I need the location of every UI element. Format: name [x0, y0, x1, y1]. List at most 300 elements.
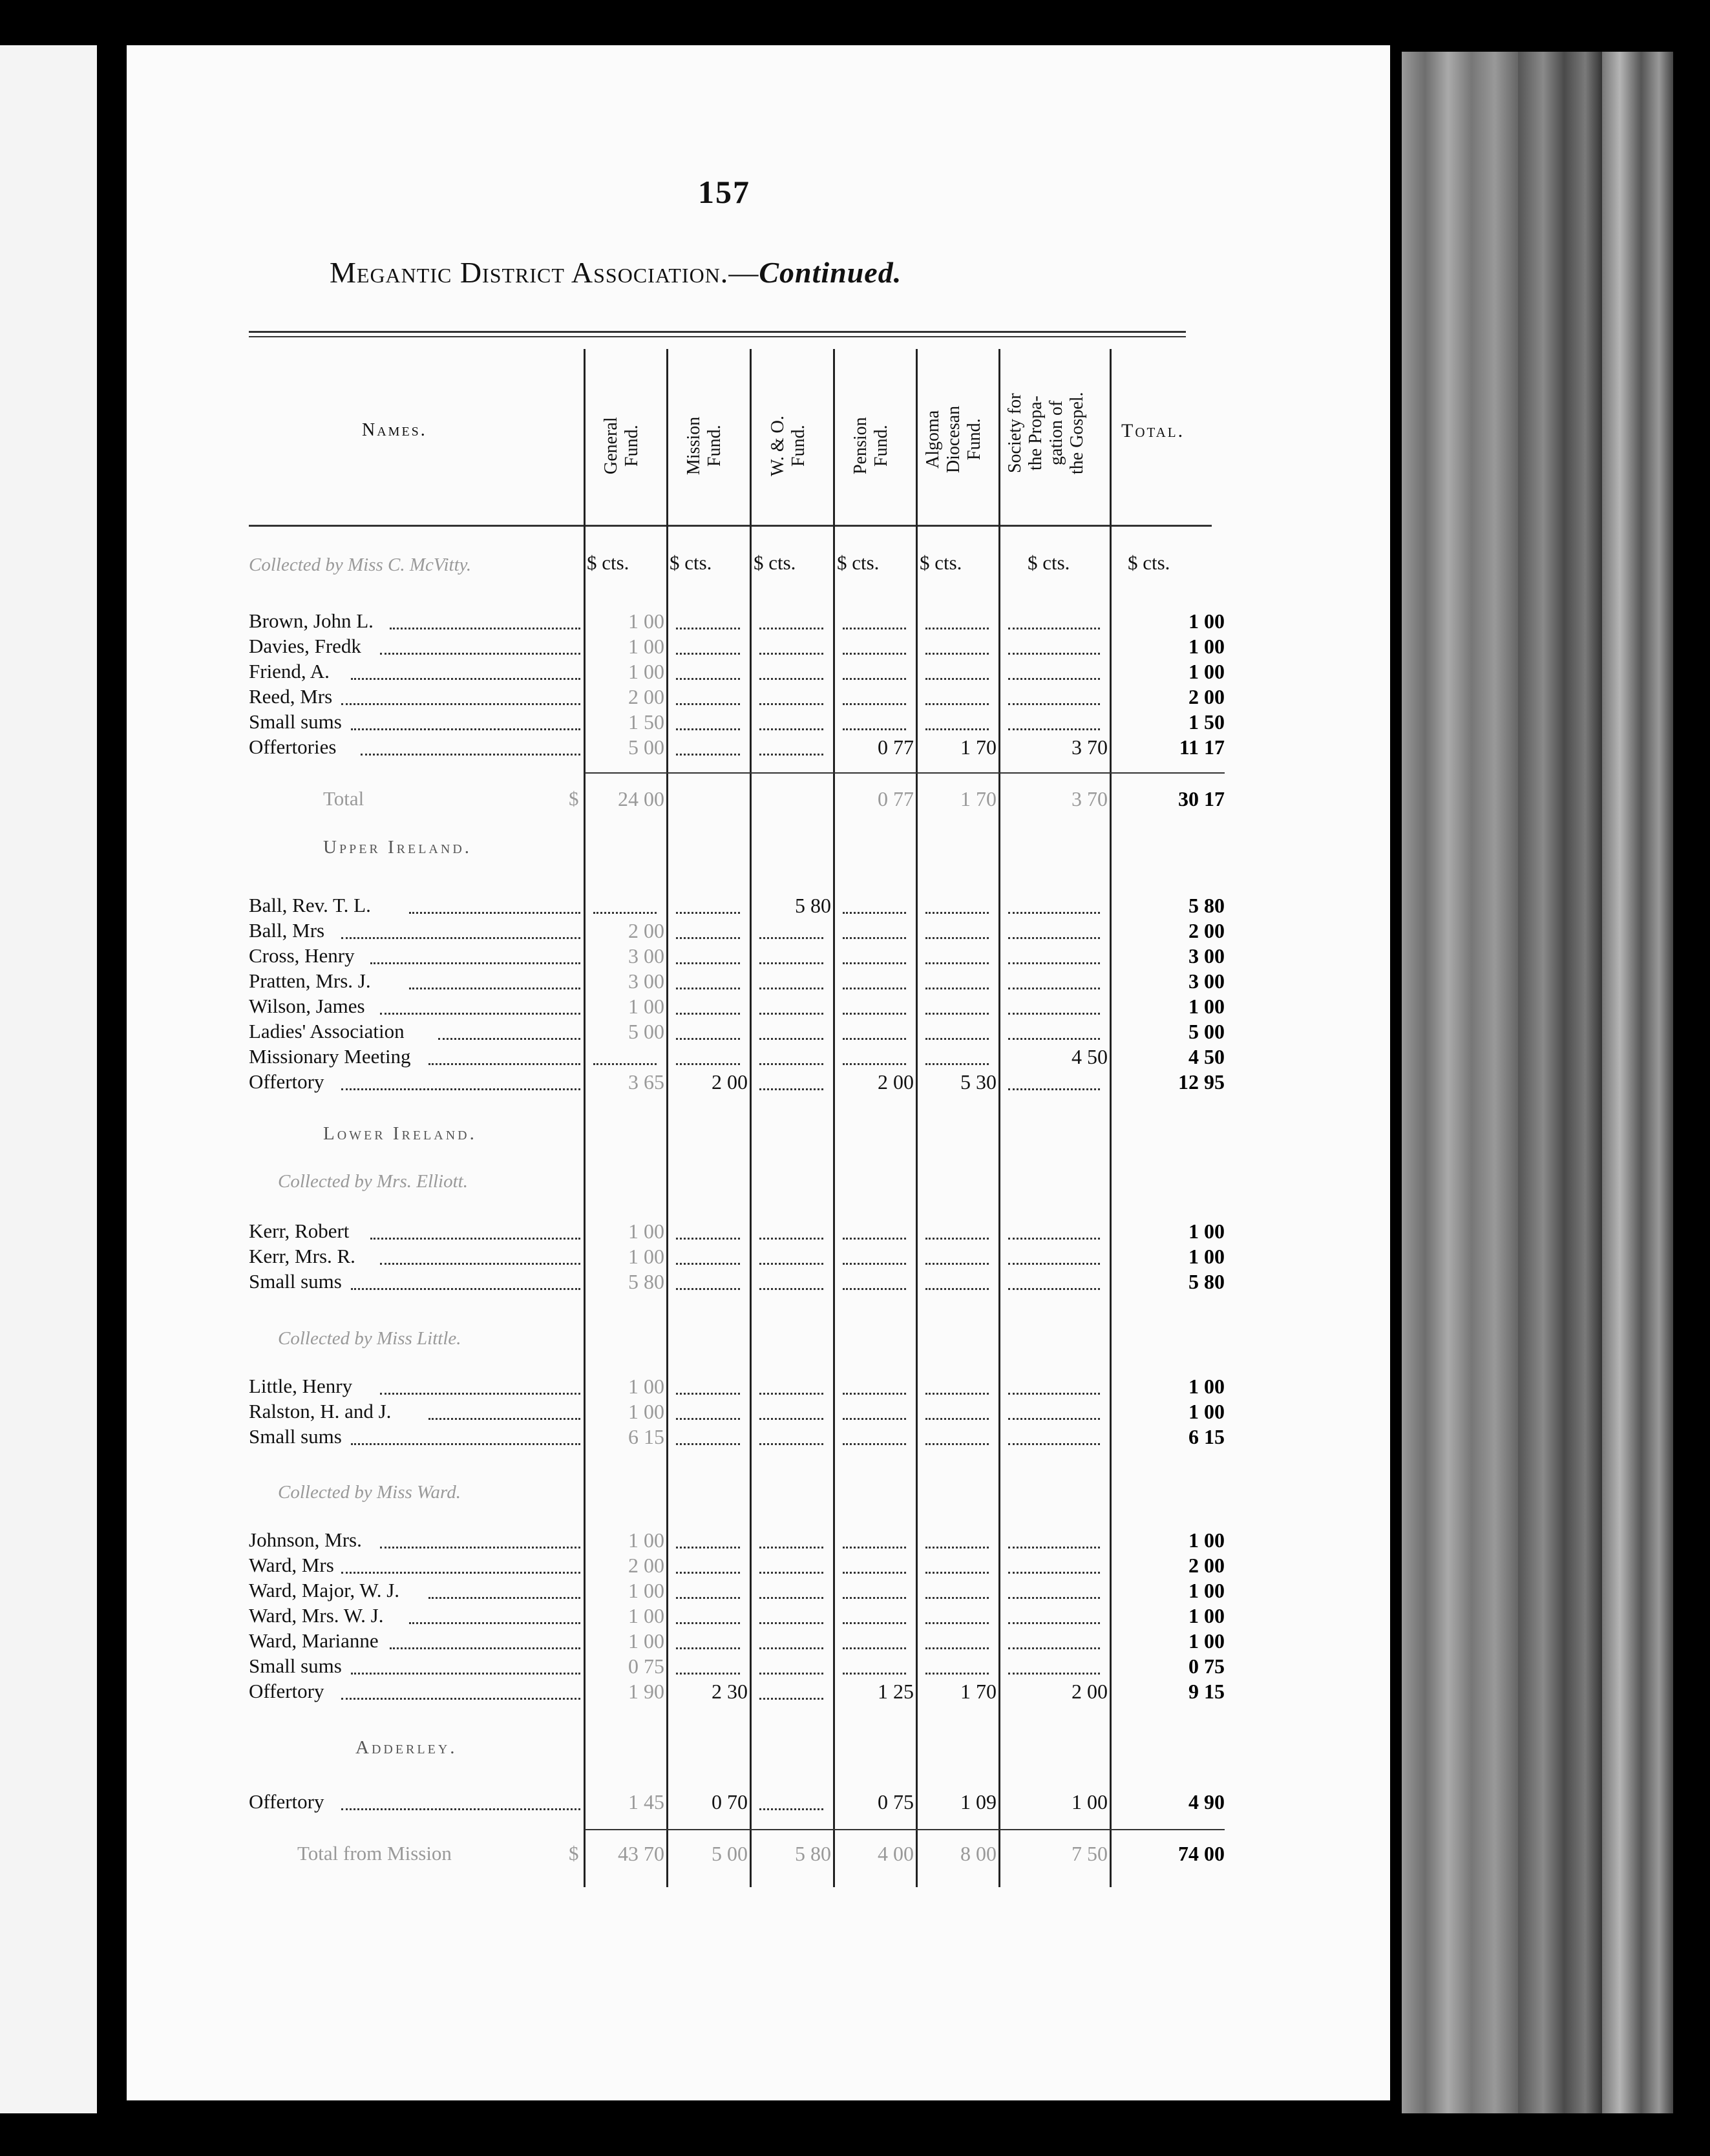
- empty-cell-dots: [1008, 1572, 1100, 1574]
- leader-dots: [370, 1238, 580, 1240]
- pension-fund-header: Pension Fund.: [850, 417, 891, 475]
- empty-cell-dots: [676, 988, 740, 989]
- cell-general: 2 00: [628, 1554, 664, 1577]
- cell-total: 3 00: [1188, 969, 1225, 993]
- empty-cell-dots: [843, 962, 906, 964]
- row-name: Offertories: [249, 735, 337, 758]
- facing-page-edge: [0, 45, 97, 2113]
- cell-general: 1 00: [628, 1220, 664, 1243]
- empty-cell-dots: [925, 1393, 989, 1395]
- leader-dots: [341, 937, 580, 939]
- empty-cell-dots: [925, 937, 989, 939]
- empty-cell-dots: [843, 1013, 906, 1015]
- empty-cell-dots: [925, 1622, 989, 1624]
- units-wo: $ cts.: [754, 551, 796, 574]
- row-name: Small sums: [249, 1270, 342, 1293]
- title-continued: Continued.: [759, 256, 902, 289]
- empty-cell-dots: [925, 728, 989, 730]
- leader-dots: [341, 1572, 580, 1574]
- empty-cell-dots: [1008, 1263, 1100, 1265]
- cell-general: 2 00: [628, 685, 664, 708]
- empty-cell-dots: [759, 1808, 823, 1810]
- empty-cell-dots: [676, 754, 740, 756]
- cell-total: 1 00: [1188, 609, 1225, 633]
- empty-cell-dots: [1008, 912, 1100, 914]
- cell-general: 1 45: [628, 1790, 664, 1813]
- cell-total: 5 80: [1188, 894, 1225, 917]
- cell-general: 1 00: [628, 660, 664, 683]
- row-name: Ralston, H. and J.: [249, 1400, 392, 1422]
- empty-cell-dots: [676, 1443, 740, 1445]
- empty-cell-dots: [843, 1622, 906, 1624]
- subtotal-total: 30 17: [1178, 787, 1225, 810]
- row-name: Davies, Fredk: [249, 635, 361, 657]
- row-name: Offertory: [249, 1790, 324, 1813]
- empty-cell-dots: [676, 962, 740, 964]
- empty-cell-dots: [843, 703, 906, 705]
- empty-cell-dots: [843, 1288, 906, 1290]
- empty-cell-dots: [1008, 703, 1100, 705]
- book-fore-edge-2: [1518, 52, 1602, 2113]
- empty-cell-dots: [843, 1063, 906, 1065]
- empty-cell-dots: [925, 1238, 989, 1240]
- cell-general: 2 00: [628, 919, 664, 942]
- units-total: $ cts.: [1128, 551, 1170, 574]
- cell-general: 1 00: [628, 1604, 664, 1627]
- empty-cell-dots: [925, 1597, 989, 1599]
- mission-fund-header: Mission Fund.: [684, 416, 724, 476]
- leader-dots: [390, 1647, 580, 1649]
- row-name: Wilson, James: [249, 995, 365, 1017]
- collector-label: Collected by Miss Little.: [278, 1328, 461, 1349]
- empty-cell-dots: [1008, 1443, 1100, 1445]
- leader-dots: [380, 653, 580, 655]
- subtotal-rule: [585, 772, 1225, 774]
- empty-cell-dots: [759, 1063, 823, 1065]
- cell-pension: 1 25: [878, 1680, 914, 1703]
- empty-cell-dots: [676, 1673, 740, 1675]
- cell-total: 3 00: [1188, 944, 1225, 967]
- empty-cell-dots: [676, 628, 740, 629]
- page-edge-shadow: [1390, 52, 1402, 2113]
- empty-cell-dots: [759, 728, 823, 730]
- leader-dots: [390, 628, 580, 629]
- cell-algoma: 1 70: [960, 735, 997, 759]
- cell-general: 3 00: [628, 944, 664, 967]
- units-society: $ cts.: [1028, 551, 1070, 574]
- empty-cell-dots: [1008, 1288, 1100, 1290]
- empty-cell-dots: [676, 1288, 740, 1290]
- empty-cell-dots: [1008, 1622, 1100, 1624]
- empty-cell-dots: [1008, 1673, 1100, 1675]
- grand-total-wo: 5 80: [795, 1842, 831, 1865]
- leader-dots: [341, 1088, 580, 1090]
- empty-cell-dots: [1008, 1088, 1100, 1090]
- row-name: Friend, A.: [249, 660, 330, 682]
- book-gutter: [97, 39, 127, 2120]
- empty-cell-dots: [593, 912, 657, 914]
- grand-total-label: Total from Mission: [297, 1842, 452, 1865]
- leader-dots: [428, 1063, 580, 1065]
- empty-cell-dots: [843, 1647, 906, 1649]
- empty-cell-dots: [925, 1263, 989, 1265]
- section-heading: Lower Ireland.: [323, 1123, 477, 1144]
- empty-cell-dots: [676, 1393, 740, 1395]
- empty-cell-dots: [676, 1013, 740, 1015]
- empty-cell-dots: [1008, 1013, 1100, 1015]
- leader-dots: [409, 912, 580, 914]
- empty-cell-dots: [676, 1547, 740, 1548]
- wo-fund-header: W. & O. Fund.: [768, 416, 808, 476]
- cell-algoma: 1 70: [960, 1680, 997, 1703]
- cell-algoma: 1 09: [960, 1790, 997, 1813]
- row-name: Small sums: [249, 1654, 342, 1677]
- empty-cell-dots: [843, 1547, 906, 1548]
- empty-cell-dots: [759, 1698, 823, 1700]
- cell-total: 1 00: [1188, 1220, 1225, 1243]
- leader-dots: [351, 1673, 580, 1675]
- cell-total: 2 00: [1188, 685, 1225, 708]
- cell-total: 4 90: [1188, 1790, 1225, 1813]
- cell-total: 2 00: [1188, 919, 1225, 942]
- cell-general: 0 75: [628, 1654, 664, 1678]
- leader-dots: [380, 1013, 580, 1015]
- empty-cell-dots: [843, 1572, 906, 1574]
- cell-algoma: 5 30: [960, 1070, 997, 1094]
- title-dash: —: [728, 256, 759, 289]
- cell-total: 1 00: [1188, 1604, 1225, 1627]
- cell-pension: 0 77: [878, 735, 914, 759]
- row-name: Pratten, Mrs. J.: [249, 969, 371, 992]
- empty-cell-dots: [759, 937, 823, 939]
- row-name: Brown, John L.: [249, 609, 374, 632]
- page-title: [330, 255, 902, 290]
- cell-total: 5 00: [1188, 1020, 1225, 1043]
- row-name: Ward, Marianne: [249, 1629, 379, 1652]
- cell-general: 1 90: [628, 1680, 664, 1703]
- empty-cell-dots: [1008, 728, 1100, 730]
- leader-dots: [438, 1038, 580, 1040]
- empty-cell-dots: [759, 1238, 823, 1240]
- cell-total: 9 15: [1188, 1680, 1225, 1703]
- empty-cell-dots: [676, 1647, 740, 1649]
- empty-cell-dots: [759, 1013, 823, 1015]
- cell-total: 1 50: [1188, 710, 1225, 734]
- cell-total: 1 00: [1188, 635, 1225, 658]
- cell-general: 1 00: [628, 609, 664, 633]
- empty-cell-dots: [676, 1038, 740, 1040]
- empty-cell-dots: [1008, 1597, 1100, 1599]
- collector-label: Collected by Miss Ward.: [278, 1482, 461, 1503]
- leader-dots: [351, 1288, 580, 1290]
- cell-total: 11 17: [1179, 735, 1225, 759]
- cell-total: 1 00: [1188, 1528, 1225, 1552]
- cell-general: 5 00: [628, 1020, 664, 1043]
- empty-cell-dots: [925, 1647, 989, 1649]
- row-name: Little, Henry: [249, 1375, 353, 1397]
- empty-cell-dots: [843, 678, 906, 680]
- cell-general: 3 65: [628, 1070, 664, 1094]
- empty-cell-dots: [676, 653, 740, 655]
- empty-cell-dots: [1008, 1393, 1100, 1395]
- empty-cell-dots: [759, 1088, 823, 1090]
- leader-dots: [341, 1698, 580, 1700]
- cell-mission: 2 30: [712, 1680, 748, 1703]
- cell-total: 1 00: [1188, 1245, 1225, 1268]
- empty-cell-dots: [1008, 653, 1100, 655]
- row-name: Missionary Meeting: [249, 1045, 411, 1068]
- general-fund-header: General Fund.: [601, 417, 642, 475]
- cell-general: 5 80: [628, 1270, 664, 1293]
- leader-dots: [370, 962, 580, 964]
- row-name: Reed, Mrs: [249, 685, 333, 708]
- empty-cell-dots: [843, 988, 906, 989]
- empty-cell-dots: [676, 728, 740, 730]
- empty-cell-dots: [925, 653, 989, 655]
- leader-dots: [380, 1393, 580, 1395]
- empty-cell-dots: [843, 1673, 906, 1675]
- row-name: Offertory: [249, 1070, 324, 1093]
- cell-society: 2 00: [1071, 1680, 1108, 1703]
- cell-total: 1 00: [1188, 1400, 1225, 1423]
- cell-general: 3 00: [628, 969, 664, 993]
- empty-cell-dots: [925, 1547, 989, 1548]
- empty-cell-dots: [759, 1288, 823, 1290]
- grand-total-general: 43 70: [618, 1842, 664, 1865]
- empty-cell-dots: [759, 754, 823, 756]
- book-fore-edge-1: [1402, 52, 1518, 2113]
- cell-general: 6 15: [628, 1425, 664, 1448]
- title-main: Megantic District Association.: [330, 256, 729, 289]
- subtotal-label: Total: [323, 787, 364, 810]
- empty-cell-dots: [843, 628, 906, 629]
- leader-dots: [341, 1808, 580, 1810]
- empty-cell-dots: [759, 678, 823, 680]
- empty-cell-dots: [676, 1418, 740, 1420]
- empty-cell-dots: [759, 1547, 823, 1548]
- row-name: Offertory: [249, 1680, 324, 1702]
- grand-total-sign: $: [569, 1842, 579, 1865]
- empty-cell-dots: [1008, 988, 1100, 989]
- cell-total: 1 00: [1188, 1629, 1225, 1653]
- cell-total: 1 00: [1188, 660, 1225, 683]
- section-heading: Upper Ireland.: [323, 837, 472, 858]
- cell-general: 1 00: [628, 1629, 664, 1653]
- empty-cell-dots: [925, 678, 989, 680]
- empty-cell-dots: [759, 1647, 823, 1649]
- empty-cell-dots: [759, 1393, 823, 1395]
- top-rule-2: [249, 336, 1186, 337]
- empty-cell-dots: [676, 937, 740, 939]
- row-name: Kerr, Mrs. R.: [249, 1245, 355, 1267]
- cell-general: 1 00: [628, 1579, 664, 1602]
- row-name: Cross, Henry: [249, 944, 355, 967]
- leader-dots: [409, 1622, 580, 1624]
- grand-total-mission: 5 00: [712, 1842, 748, 1865]
- col-line-6: [998, 349, 1000, 1887]
- empty-cell-dots: [1008, 937, 1100, 939]
- subtotal-society: 3 70: [1071, 787, 1108, 810]
- row-name: Johnson, Mrs.: [249, 1528, 362, 1551]
- empty-cell-dots: [925, 962, 989, 964]
- empty-cell-dots: [1008, 1038, 1100, 1040]
- collector-mcvitty: Collected by Miss C. McVitty.: [249, 555, 472, 575]
- society-fund-header: Society for the Propa- gation of the Gospel.: [1005, 392, 1087, 474]
- empty-cell-dots: [925, 912, 989, 914]
- empty-cell-dots: [593, 1063, 657, 1065]
- empty-cell-dots: [843, 728, 906, 730]
- book-fore-edge-3: [1602, 52, 1673, 2113]
- empty-cell-dots: [925, 628, 989, 629]
- names-header: Names.: [362, 420, 427, 440]
- cell-pension: 0 75: [878, 1790, 914, 1813]
- units-algoma: $ cts.: [920, 551, 962, 574]
- cell-society: 4 50: [1071, 1045, 1108, 1068]
- empty-cell-dots: [925, 1063, 989, 1065]
- empty-cell-dots: [759, 1572, 823, 1574]
- cell-general: 1 00: [628, 1400, 664, 1423]
- cell-society: 1 00: [1071, 1790, 1108, 1813]
- leader-dots: [428, 1418, 580, 1420]
- empty-cell-dots: [925, 1418, 989, 1420]
- leader-dots: [380, 1547, 580, 1548]
- cell-general: 1 00: [628, 1245, 664, 1268]
- units-mission: $ cts.: [670, 551, 712, 574]
- leader-dots: [351, 678, 580, 680]
- empty-cell-dots: [843, 1263, 906, 1265]
- subtotal-general: 24 00: [618, 787, 664, 810]
- empty-cell-dots: [925, 703, 989, 705]
- units-pension: $ cts.: [837, 551, 880, 574]
- leader-dots: [380, 1263, 580, 1265]
- row-name: Small sums: [249, 710, 342, 733]
- row-name: Ball, Mrs: [249, 919, 325, 942]
- cell-general: 1 50: [628, 710, 664, 734]
- empty-cell-dots: [676, 1622, 740, 1624]
- empty-cell-dots: [1008, 628, 1100, 629]
- empty-cell-dots: [759, 1263, 823, 1265]
- empty-cell-dots: [676, 1597, 740, 1599]
- algoma-fund-header: Algoma Diocesan Fund.: [923, 405, 984, 474]
- cell-total: 12 95: [1178, 1070, 1225, 1094]
- empty-cell-dots: [759, 962, 823, 964]
- cell-total: 4 50: [1188, 1045, 1225, 1068]
- section-heading: Adderley.: [355, 1737, 458, 1758]
- empty-cell-dots: [925, 1572, 989, 1574]
- empty-cell-dots: [1008, 962, 1100, 964]
- leader-dots: [341, 703, 580, 705]
- leader-dots: [409, 988, 580, 989]
- row-name: Ward, Mrs. W. J.: [249, 1604, 384, 1627]
- cell-society: 3 70: [1071, 735, 1108, 759]
- empty-cell-dots: [759, 1673, 823, 1675]
- empty-cell-dots: [843, 937, 906, 939]
- page-number: 157: [698, 174, 750, 210]
- empty-cell-dots: [759, 1418, 823, 1420]
- empty-cell-dots: [676, 1063, 740, 1065]
- header-rule: [249, 525, 1212, 527]
- empty-cell-dots: [676, 912, 740, 914]
- cell-pension: 2 00: [878, 1070, 914, 1094]
- empty-cell-dots: [843, 1418, 906, 1420]
- top-rule-1: [249, 331, 1186, 333]
- empty-cell-dots: [925, 1443, 989, 1445]
- row-name: Ward, Mrs: [249, 1554, 334, 1576]
- col-line-2: [666, 349, 668, 1887]
- col-line-3: [750, 349, 752, 1887]
- subtotal-pension: 0 77: [878, 787, 914, 810]
- empty-cell-dots: [1008, 1238, 1100, 1240]
- empty-cell-dots: [1008, 1647, 1100, 1649]
- row-name: Ward, Major, W. J.: [249, 1579, 400, 1601]
- cell-general: 1 00: [628, 995, 664, 1018]
- empty-cell-dots: [843, 912, 906, 914]
- units-general: $ cts.: [587, 551, 629, 574]
- subtotal-sign: $: [569, 787, 579, 810]
- cell-total: 5 80: [1188, 1270, 1225, 1293]
- empty-cell-dots: [843, 653, 906, 655]
- cell-total: 2 00: [1188, 1554, 1225, 1577]
- empty-cell-dots: [1008, 1547, 1100, 1548]
- cell-total: 1 00: [1188, 1579, 1225, 1602]
- empty-cell-dots: [759, 628, 823, 629]
- empty-cell-dots: [759, 1597, 823, 1599]
- empty-cell-dots: [925, 1288, 989, 1290]
- cell-general: 5 00: [628, 735, 664, 759]
- empty-cell-dots: [925, 1038, 989, 1040]
- empty-cell-dots: [759, 703, 823, 705]
- cell-wo: 5 80: [795, 894, 831, 917]
- empty-cell-dots: [1008, 678, 1100, 680]
- empty-cell-dots: [843, 1443, 906, 1445]
- cell-total: 0 75: [1188, 1654, 1225, 1678]
- row-name: Ball, Rev. T. L.: [249, 894, 371, 916]
- col-line-4: [833, 349, 835, 1887]
- empty-cell-dots: [759, 1622, 823, 1624]
- empty-cell-dots: [925, 988, 989, 989]
- leader-dots: [351, 728, 580, 730]
- grand-total-total: 74 00: [1178, 1842, 1225, 1865]
- cell-total: 1 00: [1188, 1375, 1225, 1398]
- empty-cell-dots: [925, 1013, 989, 1015]
- empty-cell-dots: [1008, 1418, 1100, 1420]
- empty-cell-dots: [759, 988, 823, 989]
- leader-dots: [351, 1443, 580, 1445]
- empty-cell-dots: [759, 653, 823, 655]
- empty-cell-dots: [759, 1443, 823, 1445]
- total-header: Total.: [1121, 420, 1185, 441]
- empty-cell-dots: [843, 1597, 906, 1599]
- cell-total: 1 00: [1188, 995, 1225, 1018]
- empty-cell-dots: [843, 1393, 906, 1395]
- subtotal-algoma: 1 70: [960, 787, 997, 810]
- empty-cell-dots: [925, 1673, 989, 1675]
- row-name: Small sums: [249, 1425, 342, 1448]
- grand-total-pension: 4 00: [878, 1842, 914, 1865]
- grand-total-rule: [585, 1829, 1225, 1830]
- row-name: Kerr, Robert: [249, 1220, 350, 1242]
- cell-total: 6 15: [1188, 1425, 1225, 1448]
- cell-mission: 0 70: [712, 1790, 748, 1813]
- empty-cell-dots: [676, 1572, 740, 1574]
- col-line-5: [916, 349, 918, 1887]
- cell-general: 1 00: [628, 1528, 664, 1552]
- grand-total-algoma: 8 00: [960, 1842, 997, 1865]
- leader-dots: [428, 1597, 580, 1599]
- empty-cell-dots: [676, 678, 740, 680]
- collector-label: Collected by Mrs. Elliott.: [278, 1171, 468, 1192]
- empty-cell-dots: [676, 703, 740, 705]
